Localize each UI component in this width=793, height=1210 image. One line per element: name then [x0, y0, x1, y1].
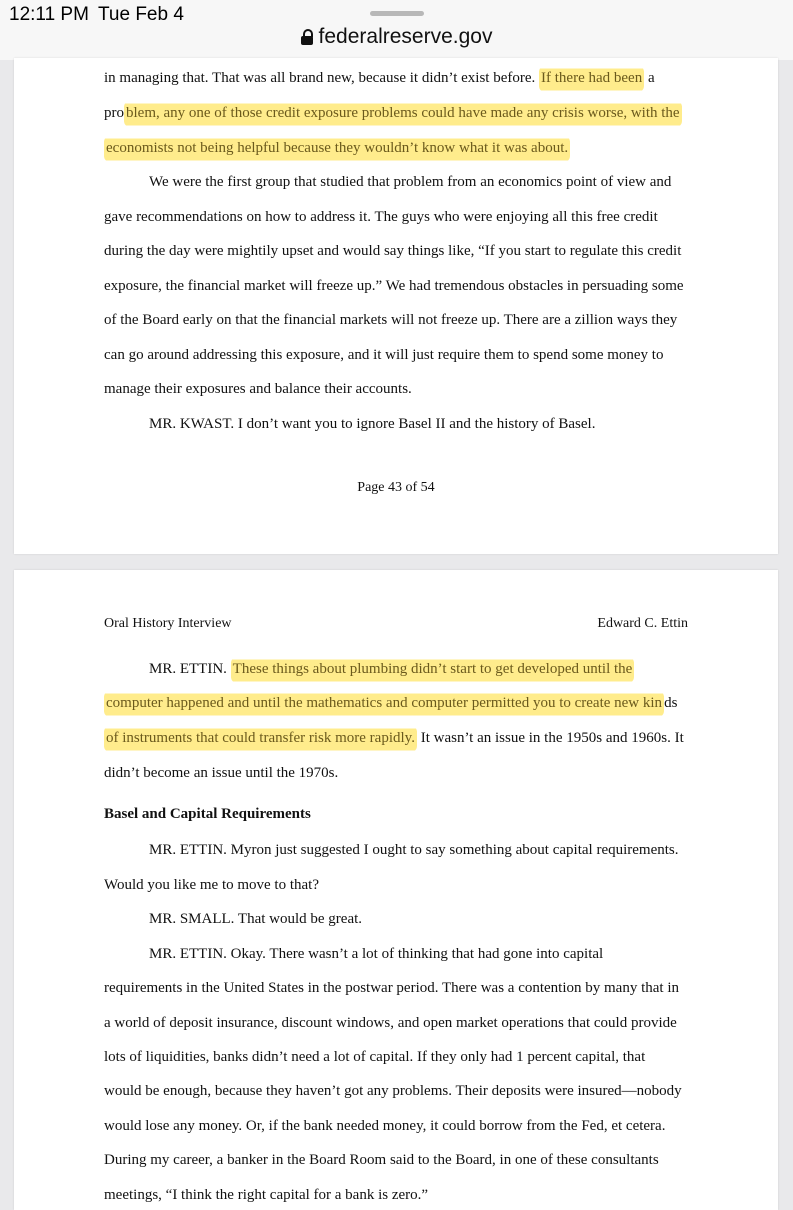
address-bar-url[interactable]: federalreserve.gov [318, 25, 493, 48]
text-line [104, 875, 319, 895]
highlight: computer happened and until the mathematics and computer permitted you to create new kin [104, 691, 664, 717]
text-segment: manage their exposures and balance their accounts. [104, 381, 412, 397]
text-segment: a world of deposit insurance, discount windows, and open market operations that could provide [104, 1015, 677, 1031]
text-line [104, 1013, 677, 1033]
text-segment: meetings, “I think the right capital for a bank is zero.” [104, 1187, 429, 1203]
text-segment: It wasn’t an issue in the 1950s and 1960s. It [416, 730, 684, 746]
text-line [104, 379, 412, 399]
text-segment: pro [104, 105, 124, 121]
text-segment: MR. ETTIN. [149, 661, 231, 677]
text-line [149, 909, 362, 929]
highlight: These things about plumbing didn’t start to get developed until the [231, 657, 635, 683]
text-segment: of the Board early on that the financial markets will not freeze up. There are a zillion ways they [104, 312, 678, 328]
running-header-left: Oral History Interview [104, 616, 232, 631]
highlight: of instruments that could transfer risk more rapidly. [104, 726, 417, 752]
text-segment: ds [664, 695, 678, 711]
text-line [104, 978, 679, 998]
text-segment: during the day were mightily upset and would say things like, “If you start to regulate this credit [104, 243, 682, 259]
text-line [104, 103, 682, 123]
text-line [149, 840, 679, 860]
text-line [104, 693, 677, 713]
address-bar[interactable] [0, 25, 793, 57]
text-segment: gave recommendations on how to address it. The guys who were enjoying all this free credit [104, 209, 658, 225]
document-page-43 [14, 58, 778, 554]
text-segment: lots of liquidities, banks didn’t need a lot of capital. If they only had 1 percent capital, that [104, 1049, 646, 1065]
text-line [104, 1116, 665, 1136]
text-line [104, 345, 663, 365]
text-segment: MR. KWAST. I don’t want you to ignore Basel II and the history of Basel. [149, 416, 596, 432]
text-line [104, 241, 681, 261]
status-bar [0, 0, 793, 60]
text-segment: MR. ETTIN. Okay. There wasn’t a lot of thinking that had gone into capital [149, 946, 604, 962]
running-header-right: Edward C. Ettin [597, 616, 688, 631]
text-line [149, 659, 634, 679]
text-segment: in managing that. That was all brand new, because it didn’t exist before. [104, 70, 540, 86]
text-line [104, 728, 684, 748]
multitask-grabber[interactable] [370, 11, 424, 16]
text-line [104, 310, 677, 330]
text-segment: MR. ETTIN. Myron just suggested I ought to say something about capital requirements. [149, 842, 679, 858]
text-segment: requirements in the United States in the postwar period. There was a contention by many that in [104, 980, 679, 996]
text-line [104, 1150, 659, 1170]
text-segment: didn’t become an issue until the 1970s. [104, 765, 339, 781]
highlight: economists not being helpful because they wouldn’t know what it was about. [104, 136, 570, 162]
text-line [104, 207, 658, 227]
lock-icon [301, 29, 313, 44]
text-line [149, 414, 595, 434]
text-segment: can go around addressing this exposure, and it will just require them to spend some money to [104, 347, 664, 363]
text-segment: Would you like me to move to that? [104, 877, 320, 893]
page-number: Page 43 of 54 [357, 480, 435, 495]
status-time: 12:11 PM [9, 4, 89, 25]
section-heading [104, 804, 311, 824]
text-line [104, 68, 655, 88]
status-date: Tue Feb 4 [98, 4, 184, 25]
text-line [104, 1047, 645, 1067]
text-line [104, 1081, 682, 1101]
text-segment: would lose any money. Or, if the bank needed money, it could borrow from the Fed, et cetera. [104, 1118, 666, 1134]
text-segment: would be enough, because they haven’t got any problems. Their deposits were insured—nobody [104, 1083, 682, 1099]
text-line [104, 1185, 428, 1205]
text-segment: MR. SMALL. That would be great. [149, 911, 363, 927]
text-line [104, 276, 684, 296]
text-segment: During my career, a banker in the Board Room said to the Board, in one of these consultants [104, 1152, 659, 1168]
highlight: If there had been [539, 66, 644, 92]
text-segment: exposure, the financial market will freeze up.” We had tremendous obstacles in persuading some [104, 278, 684, 294]
text-line [149, 172, 671, 192]
text-line [104, 138, 570, 158]
highlight: blem, any one of those credit exposure problems could have made any crisis worse, with the [124, 101, 682, 127]
section-heading-text: Basel and Capital Requirements [104, 806, 311, 822]
document-page-44 [14, 570, 778, 1210]
text-line [149, 944, 603, 964]
text-segment: We were the first group that studied that problem from an economics point of view and [149, 174, 672, 190]
text-segment: a [644, 70, 655, 86]
text-line [104, 763, 338, 783]
